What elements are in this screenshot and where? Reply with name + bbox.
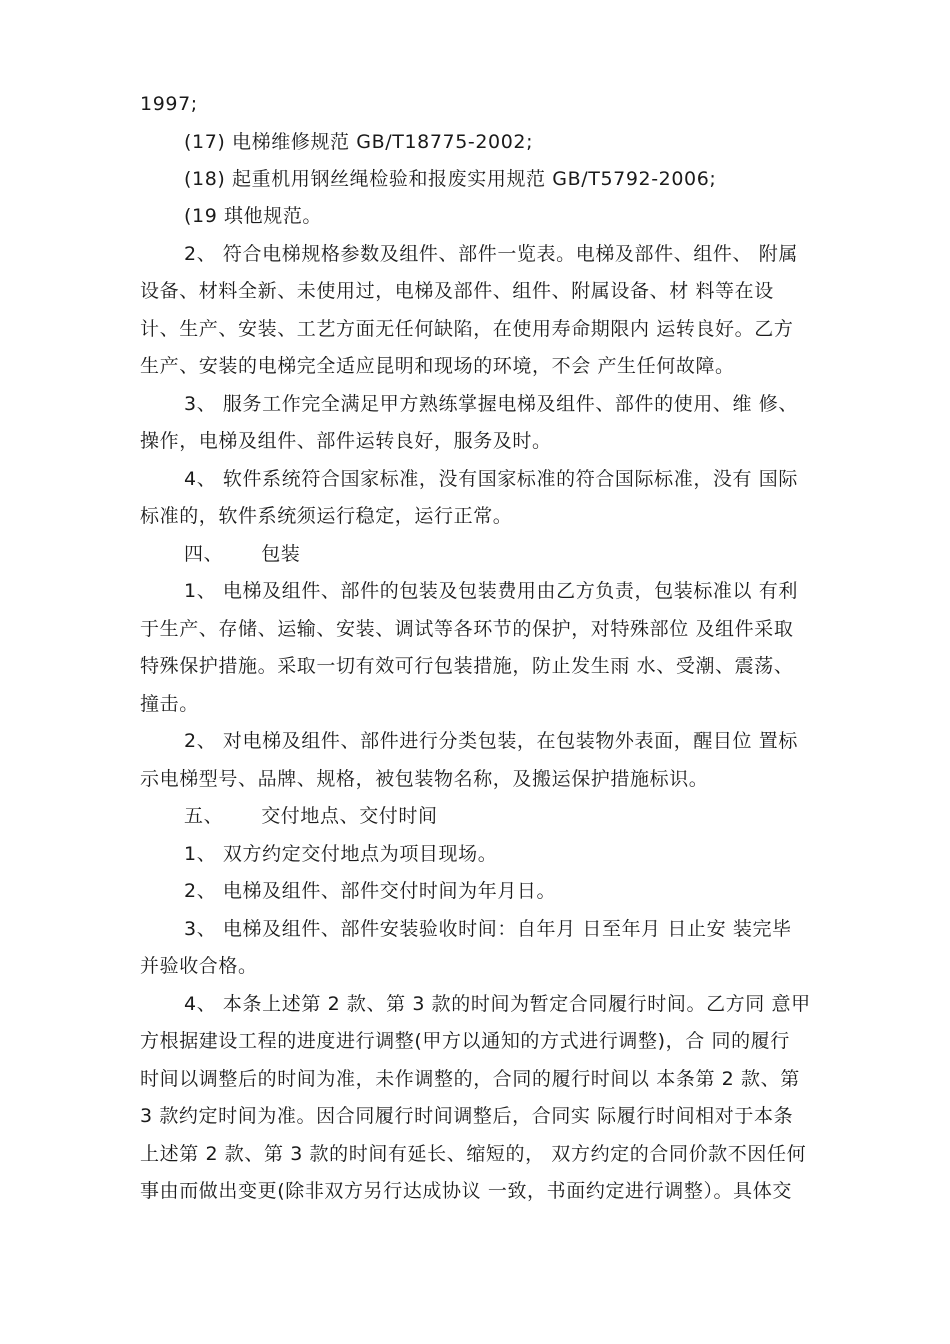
paragraph-line: 特殊保护措施。采取一切有效可行包装措施，防止发生雨 水、受潮、震荡、 <box>140 655 794 677</box>
section-title: 交付地点、交付时间 <box>261 805 438 827</box>
paragraph-line: 3 款约定时间为准。因合同履行时间调整后，合同实 际履行时间相对于本条 <box>140 1105 794 1127</box>
paragraph-line: 时间以调整后的时间为准，未作调整的，合同的履行时间以 本条第 2 款、第 <box>140 1068 800 1090</box>
paragraph-line: 1、 双方约定交付地点为项目现场。 <box>184 843 498 865</box>
paragraph-line: 示电梯型号、品牌、规格，被包装物名称，及搬运保护措施标识。 <box>140 768 709 790</box>
paragraph-line: 事由而做出变更(除非双方另行达成协议 一致，书面约定进行调整）。具体交 <box>140 1180 792 1202</box>
paragraph-line: 并验收合格。 <box>140 955 258 977</box>
paragraph-line: 撞击。 <box>140 693 199 715</box>
paragraph-line: 生产、安装的电梯完全适应昆明和现场的环境，不会 产生任何故障。 <box>140 355 735 377</box>
section-number: 五、 <box>184 805 224 827</box>
paragraph-line: 2、 符合电梯规格参数及组件、部件一览表。电梯及部件、组件、 附属 <box>184 243 798 265</box>
paragraph-line: 1、 电梯及组件、部件的包装及包装费用由乙方负责，包装标准以 有利 <box>184 580 798 602</box>
paragraph-line: 操作，电梯及组件、部件运转良好，服务及时。 <box>140 430 552 452</box>
paragraph-line: 计、生产、安装、工艺方面无任何缺陷，在使用寿命期限内 运转良好。乙方 <box>140 318 794 340</box>
text-line: (18) 起重机用钢丝绳检验和报废实用规范 GB/T5792-2006; <box>184 168 717 190</box>
section-heading <box>184 804 874 828</box>
text-line: (19 琪他规范。 <box>184 205 323 227</box>
section-title: 包装 <box>261 543 301 565</box>
paragraph-line: 4、 本条上述第 2 款、第 3 款的时间为暂定合同履行时间。乙方同 意甲 <box>184 993 811 1015</box>
text-line: (17) 电梯维修规范 GB/T18775-2002; <box>184 131 534 153</box>
paragraph-line: 方根据建设工程的进度进行调整(甲方以通知的方式进行调整)，合 同的履行 <box>140 1030 790 1052</box>
section-number: 四、 <box>184 543 224 565</box>
paragraph-line: 设备、材料全新、未使用过，电梯及部件、组件、附属设备、材 料等在设 <box>140 280 774 302</box>
paragraph-line: 3、 服务工作完全满足甲方熟练掌握电梯及组件、部件的使用、维 修、 <box>184 393 798 415</box>
section-heading <box>184 542 874 566</box>
paragraph-line: 标准的，软件系统须运行稳定，运行正常。 <box>140 505 513 527</box>
paragraph-line: 2、 对电梯及组件、部件进行分类包装，在包装物外表面，醒目位 置标 <box>184 730 798 752</box>
text-line: 1997; <box>140 93 198 115</box>
paragraph-line: 上述第 2 款、第 3 款的时间有延长、缩短的， 双方约定的合同价款不因任何 <box>140 1143 807 1165</box>
paragraph-line: 3、 电梯及组件、部件安装验收时间：自年月 日至年月 日止安 装完毕 <box>184 918 792 940</box>
paragraph-line: 2、 电梯及组件、部件交付时间为年月日。 <box>184 880 557 902</box>
paragraph-line: 于生产、存储、运输、安装、调试等各环节的保护，对特殊部位 及组件采取 <box>140 618 794 640</box>
paragraph-line: 4、 软件系统符合国家标准，没有国家标准的符合国际标准，没有 国际 <box>184 468 798 490</box>
